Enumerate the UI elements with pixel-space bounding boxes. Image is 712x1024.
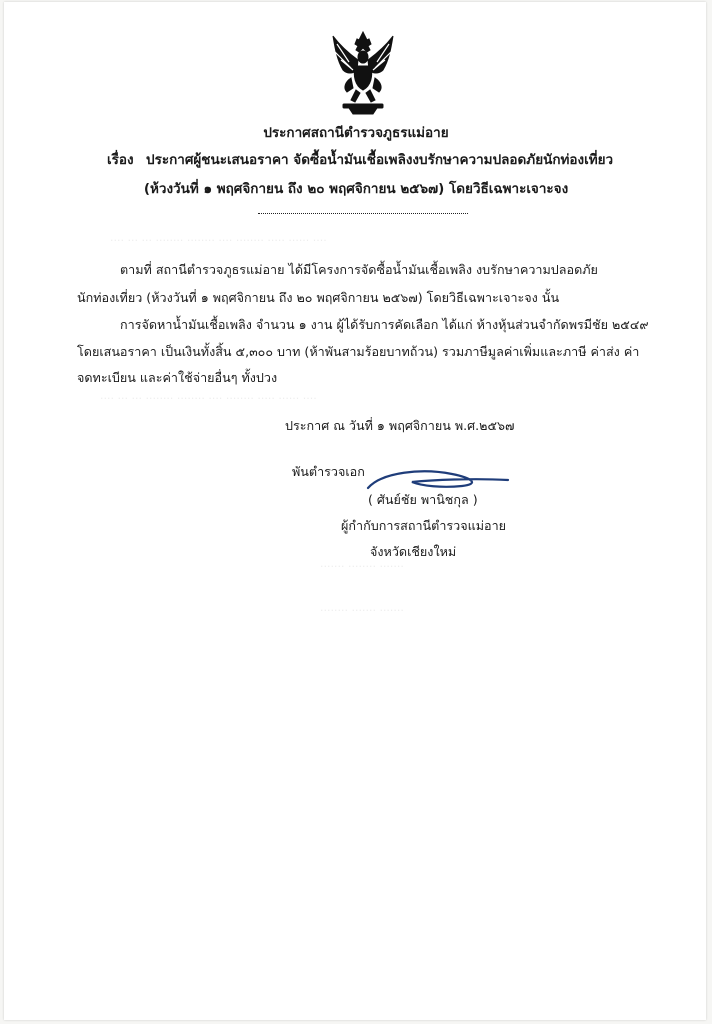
signatory-rank: พันตำรวจเอก [292,464,365,479]
bleed-through-text: ···· ··· ··· ········ ········ ···· ········ ····· ······ ···· [110,234,327,247]
bleed-through-text: ········ ······· ······· [320,604,404,617]
para2-line1: การจัดหาน้ำมันเชื้อเพลิง จำนวน ๑ งาน ผู้ได้รับการคัดเลือก ได้แก่ ห้างหุ้นส่วนจำกัดพรมีชัย ๒๕๔๙ [120,317,649,332]
para2-line2: โดยเสนอราคา เป็นเงินทั้งสิ้น ๕,๓๐๐ บาท (ห้าพันสามร้อยบาทถ้วน) รวมภาษีมูลค่าเพิ่มและภาษี ค่าส่ง ค่า [77,344,640,359]
title-divider [258,213,468,214]
bleed-through-text: ···· ··· ··· ········ ········ ···· ········ ····· ······ ···· [100,392,317,405]
signatory-position: ผู้กำกับการสถานีตำรวจแม่อาย [341,518,507,533]
garuda-emblem-icon [329,30,397,116]
announcement-date: ประกาศ ณ วันที่ ๑ พฤศจิกายน พ.ศ.๒๕๖๗ [285,418,515,433]
agency-title: ประกาศสถานีตำรวจภูธรแม่อาย [263,125,449,141]
subject-label: เรื่อง [107,152,134,168]
subject-line-1: ประกาศผู้ชนะเสนอราคา จัดซื้อน้ำมันเชื้อเพลิงงบรักษาความปลอดภัยนักท่องเที่ยว [146,152,614,168]
para1-line1: ตามที่ สถานีตำรวจภูธรแม่อาย ได้มีโครงการจัดซื้อน้ำมันเชื้อเพลิง งบรักษาความปลอดภัย [120,262,598,277]
bleed-through-text: ······· ········ ······· [320,560,404,573]
signatory-province: จังหวัดเชียงใหม่ [370,544,457,559]
para2-line3: จดทะเบียน และค่าใช้จ่ายอื่นๆ ทั้งปวง [77,370,278,385]
signatory-name: ( ศันย์ชัย พานิชกุล ) [368,492,478,507]
para1-line2: นักท่องเที่ยว (ห้วงวันที่ ๑ พฤศจิกายน ถึง ๒๐ พฤศจิกายน ๒๕๖๗) โดยวิธีเฉพาะเจาะจง นั้น [77,290,560,305]
subject-line-2: (ห้วงวันที่ ๑ พฤศจิกายน ถึง ๒๐ พฤศจิกายน ๒๕๖๗) โดยวิธีเฉพาะเจาะจง [143,181,569,197]
